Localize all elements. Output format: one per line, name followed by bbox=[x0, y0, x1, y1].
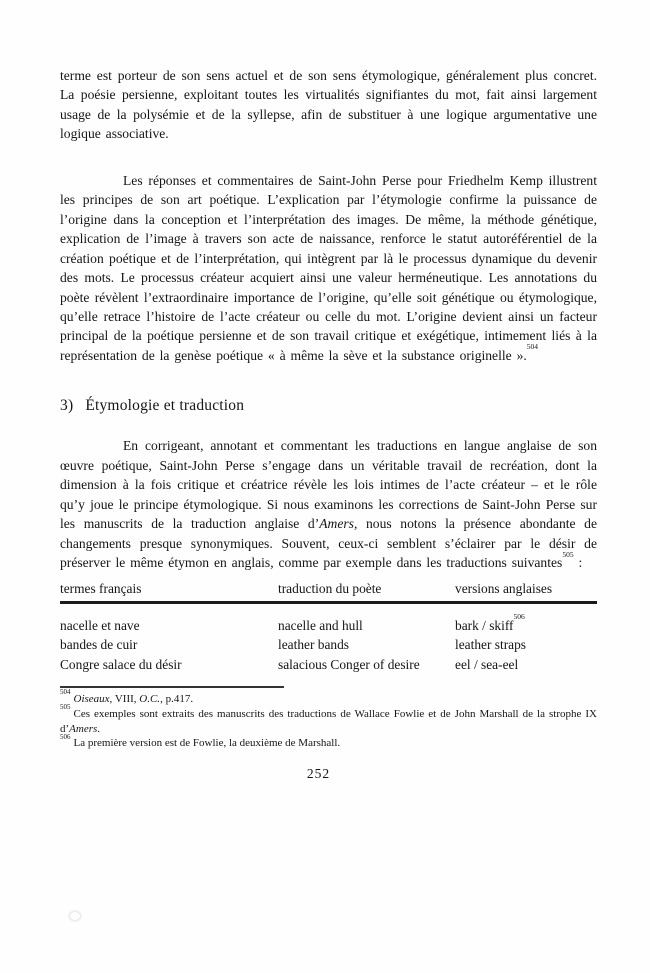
column-header-versions-anglaises: versions anglaises bbox=[455, 580, 553, 596]
footnote-504-tail: , p.417. bbox=[160, 692, 194, 705]
section-title: Étymologie et traduction bbox=[85, 397, 245, 415]
paragraph-traductions-text-2: , nous notons la présence abondante de changements presque synonymiques. Souvent, ceux-ci semblent s’éclairer par le désir de préserver le même étymon en anglais, comme par exemple dans les traductions suivantes bbox=[60, 516, 597, 571]
section-heading bbox=[60, 397, 597, 415]
work-title-amers: Amers bbox=[319, 516, 354, 532]
abbrev-oc: O.C. bbox=[139, 692, 161, 705]
paragraph-traductions bbox=[60, 436, 597, 572]
page-number: 252 bbox=[306, 766, 331, 782]
cell-english-text: bark / skiff bbox=[455, 617, 514, 633]
paragraph-continuation: terme est porteur de son sens actuel et de son sens étymologique, généralement plus concret. La poésie persienne, exploitant toutes les virtualités signifiantes du mot, fait ainsi largement usage de la polysémie et de la syllepse, afin de substituer à une logique argumentative une logique associative. bbox=[60, 68, 597, 142]
work-title-amers-footnote: Amers bbox=[69, 722, 98, 735]
translation-table-body bbox=[60, 612, 597, 675]
footnote-ref-505: 505 bbox=[562, 549, 574, 559]
footnote-505-tail: . bbox=[97, 722, 101, 735]
paragraph-commentaires-text: Les réponses et commentaires de Saint-John Perse pour Friedhelm Kemp illustrent les principes de son art poétique. L’explication par l’étymologie confirme la puissance de l’origine dans la conception et l’interprétation des images. De même, la méthode génétique, explication de l’image à travers son acte de naissance, renforce le statut autoréférentiel de la création poétique et de l’interprétation, qui intègrent par là le processus dynamique du devenir des mots. Le processus créateur acquiert ainsi une valeur herméneutique. Les annotations du poète révèlent l’extraordinaire importance de l’origine, qu’elle soit génétique ou étymologique, qu’elle retrace l’histoire de l’acte créateur ou celle du mot. L’origine devient ainsi un facteur principal de la poétique persienne et de son travail critique et exégétique, intimement liés à la représentation de la genèse poétique « à même la sève et la substance originelle ». bbox=[60, 172, 597, 363]
footnote-505-marker: 505 bbox=[60, 703, 71, 712]
footnote-504-mid: , VIII, bbox=[109, 692, 140, 705]
cell-poet: salacious Conger of desire bbox=[278, 657, 420, 673]
cell-french: bandes de cuir bbox=[60, 637, 138, 653]
cell-english bbox=[455, 612, 597, 636]
cell-english: leather straps bbox=[455, 637, 527, 653]
footnote-504-marker: 504 bbox=[60, 688, 71, 697]
cell-french: nacelle et nave bbox=[60, 617, 140, 633]
cell-poet: leather bands bbox=[278, 637, 350, 653]
footnote-506 bbox=[60, 732, 597, 751]
column-header-termes-francais: termes français bbox=[60, 580, 142, 596]
paragraph-traductions-colon: : bbox=[573, 555, 583, 571]
section-number: 3) bbox=[60, 397, 74, 415]
footnote-506-marker: 506 bbox=[60, 732, 71, 741]
footnote-ref-506: 506 bbox=[513, 612, 525, 622]
cell-french: Congre salace du désir bbox=[60, 657, 182, 673]
footnote-separator-rule bbox=[60, 686, 284, 688]
paragraph-traductions-text-1: En corrigeant, annotant et commentant les traductions en langue anglaise de son œuvre poétique, Saint-John Perse s’engage dans un véritable travail de recréation, dont la dimension à la fois critique et créatrice révèle les lois intimes de l’acte créateur – et le rôle qu’y joue le principe étymologique. Si nous examinons les corrections de Saint-John Perse sur les manuscrits de la traduction anglaise d’ bbox=[60, 438, 597, 532]
footnote-505 bbox=[60, 703, 597, 737]
translation-table-header bbox=[60, 581, 597, 604]
footnotes-block bbox=[60, 688, 597, 751]
footnote-505-text: Ces exemples sont extraits des manuscrits des traductions de Wallace Fowlie et de John Marshall de la strophe IX d’ bbox=[60, 707, 597, 735]
work-title-oiseaux: Oiseaux bbox=[73, 692, 110, 705]
footnote-504 bbox=[60, 688, 597, 707]
scan-artifact bbox=[70, 912, 80, 920]
table-row bbox=[60, 635, 597, 655]
table-row bbox=[60, 655, 597, 675]
cell-english: eel / sea-eel bbox=[455, 657, 519, 673]
table-row bbox=[60, 612, 597, 636]
column-header-traduction-poete: traduction du poète bbox=[278, 580, 382, 596]
translation-table bbox=[60, 581, 597, 675]
footnote-ref-504: 504 bbox=[526, 342, 539, 352]
paragraph-commentaires bbox=[60, 171, 597, 366]
cell-poet: nacelle and hull bbox=[278, 617, 363, 633]
footnote-506-text: La première version est de Fowlie, la deuxième de Marshall. bbox=[73, 737, 341, 750]
